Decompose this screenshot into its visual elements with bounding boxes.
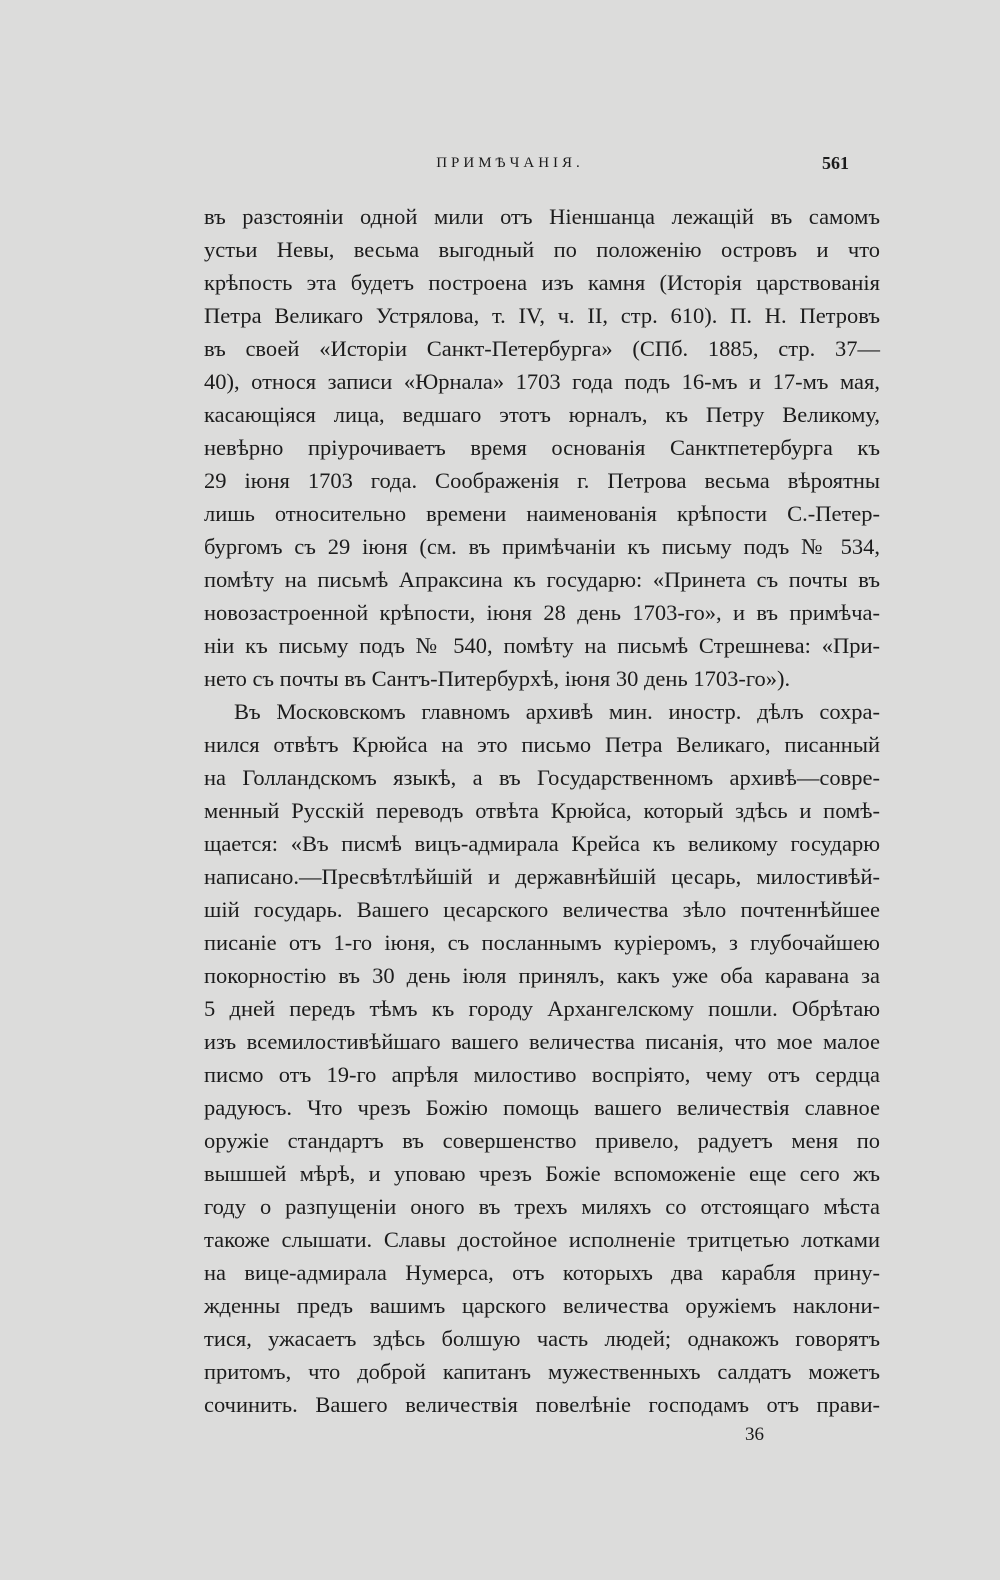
text-line: шій государь. Вашего цесарского величества зѣло почтеннѣйшее <box>204 897 880 922</box>
text-line: такоже слышати. Славы достойное исполненіе тритцетью лотками <box>204 1227 880 1252</box>
text-line: году о разпущеніи оного въ трехъ миляхъ со отстоящаго мѣста <box>204 1194 880 1219</box>
text-line: бургомъ съ 29 іюня (см. въ примѣчаніи къ письму подъ № 534, <box>204 534 880 559</box>
text-line: щается: «Въ писмѣ вицъ-адмирала Крейса къ великому государю <box>204 831 880 856</box>
body-text <box>204 200 880 1421</box>
text-line: 5 дней передъ тѣмъ къ городу Архангелскому пошли. Обрѣтаю <box>204 996 880 1021</box>
text-line: устьи Невы, весьма выгодный по положенію островъ и что <box>204 237 880 262</box>
text-line: Въ Московскомъ главномъ архивѣ мин. иностр. дѣлъ сохра- <box>234 699 880 724</box>
text-line: 29 іюня 1703 года. Соображенія г. Петрова весьма вѣроятны <box>204 468 880 493</box>
text-line: въ разстояніи одной мили отъ Ніеншанца лежащій въ самомъ <box>204 204 880 229</box>
text-line: писаніе отъ 1-го іюня, съ посланнымъ куріеромъ, з глубочайшею <box>204 930 880 955</box>
text-line: тися, ужасаетъ здѣсь болшую часть людей; однакожъ говорятъ <box>204 1326 880 1351</box>
text-line: невѣрно пріурочиваетъ время основанія Санктпетербурга къ <box>204 435 880 460</box>
text-line: вышшей мѣрѣ, и уповаю чрезъ Божіе вспоможеніе еще сего жъ <box>204 1161 880 1186</box>
text-line: на вице-адмирала Нумерса, отъ которыхъ два карабля прину- <box>204 1260 880 1285</box>
signature-mark: 36 <box>745 1424 764 1445</box>
text-line: написано.—Пресвѣтлѣйшій и державнѣйшій цесарь, милостивѣй- <box>204 864 880 889</box>
page-number: 561 <box>822 153 849 173</box>
text-line: ніи къ письму подъ № 540, помѣту на письмѣ Стрешнева: «При- <box>204 633 880 658</box>
text-line: притомъ, что доброй капитанъ мужественныхъ салдатъ можетъ <box>204 1359 880 1384</box>
text-line: касающіяся лица, ведшаго этотъ юрналъ, къ Петру Великому, <box>204 402 880 427</box>
running-header-title: ПРИМѢЧАНІЯ. <box>436 155 584 171</box>
text-line: жденны предъ вашимъ царского величества оружіемъ наклони- <box>204 1293 880 1318</box>
text-line: оружіе стандартъ въ совершенство привело, радуетъ меня по <box>204 1128 880 1153</box>
text-line: новозастроенной крѣпости, іюня 28 день 1703-го», и въ примѣча- <box>204 600 880 625</box>
text-line: Петра Великаго Устрялова, т. IV, ч. II, стр. 610). П. Н. Петровъ <box>204 303 880 328</box>
text-line: 40), относя записи «Юрнала» 1703 года подъ 16-мъ и 17-мъ мая, <box>204 369 880 394</box>
text-line: помѣту на письмѣ Апраксина къ государю: «Принета съ почты въ <box>204 567 880 592</box>
text-line: менный Русскій переводъ отвѣта Крюйса, который здѣсь и помѣ- <box>204 798 880 823</box>
text-line: крѣпость эта будетъ построена изъ камня (Исторія царствованія <box>204 270 880 295</box>
text-line: изъ всемилостивѣйшаго вашего величества писанія, что мое малое <box>204 1029 880 1054</box>
text-line: писмо отъ 19-го апрѣля милостиво воспріято, чему отъ сердца <box>204 1062 880 1087</box>
text-line: лишь относительно времени наименованія крѣпости С.-Петер- <box>204 501 880 526</box>
text-line: нился отвѣтъ Крюйса на это письмо Петра Великаго, писанный <box>204 732 880 757</box>
text-line: въ своей «Исторіи Санкт-Петербурга» (СПб. 1885, стр. 37— <box>204 336 880 361</box>
text-line: на Голландскомъ языкѣ, а въ Государственномъ архивѣ—совре- <box>204 765 880 790</box>
text-line: сочинить. Вашего величествія повелѣніе господамъ отъ прави- <box>204 1392 880 1417</box>
text-line: нето съ почты въ Сантъ-Питербурхѣ, іюня 30 день 1703-го»). <box>204 666 791 691</box>
text-line: покорностію въ 30 день іюля принялъ, какъ уже оба каравана за <box>204 963 880 988</box>
text-line: радуюсъ. Что чрезъ Божію помощь вашего величествія славное <box>204 1095 880 1120</box>
